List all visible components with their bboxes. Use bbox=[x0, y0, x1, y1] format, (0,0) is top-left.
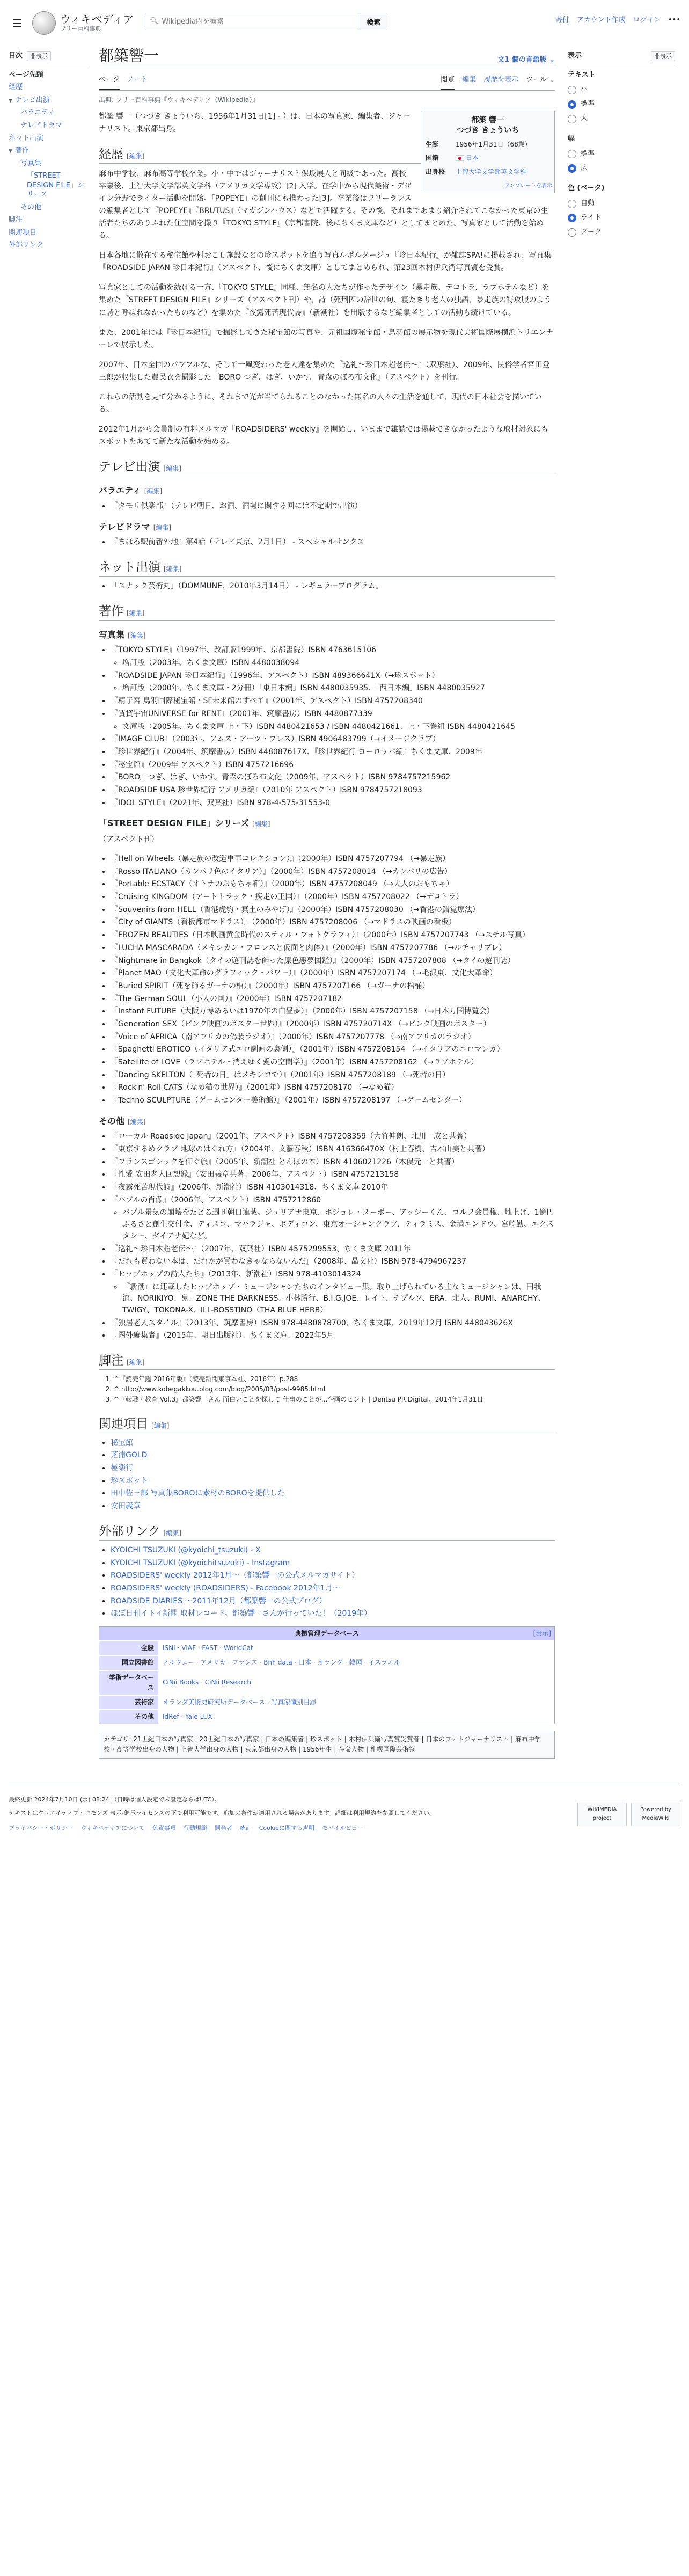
appearance-panel bbox=[568, 46, 675, 1775]
sdf-publisher: （アスペクト刊） bbox=[99, 835, 159, 844]
list-item: • 『独居老人スタイル』（2013年、筑摩書房）ISBN 978-4480878700、ちくま文庫、2019年12月 ISBN 448043626X bbox=[111, 1318, 555, 1330]
toc-link[interactable]: テレビ出演 bbox=[15, 96, 50, 104]
external-link[interactable]: ほぼ日刊イトイ新聞 取材レコード。都築響一さんが行っていた！（2019年） bbox=[111, 1609, 372, 1618]
footnote-item: 3. ^『転職・教育 Vol.3』都築響一さん 面白いことを探して 仕事のことが...企画のヒント | Dentsu PR Digital、2014年1月31日 bbox=[114, 1395, 555, 1405]
navbox-links[interactable]: オランダ美術史研究所データベース · 写真家識別目録 bbox=[158, 1695, 554, 1710]
list-item bbox=[111, 1596, 555, 1608]
toc-link[interactable]: 「STREET DESIGN FILE」シリーズ bbox=[27, 172, 85, 199]
list-item: • 『圏外編集者』（2015年、朝日出版社）、ちくま文庫、2022年5月 bbox=[111, 1330, 555, 1342]
appearance-group-label: テキスト bbox=[568, 70, 596, 79]
list-item: • 『Rock'n' Roll CATS（なめ猫の世界）』（2001年）ISBN 4757208170 （→なめ猫） bbox=[111, 1082, 555, 1094]
list-item bbox=[111, 1450, 555, 1462]
navbox-group-label: その他 bbox=[99, 1710, 158, 1724]
list-item: • 『IDOL STYLE』（2021年、双葉社）ISBN 978-4-575-31553-0 bbox=[111, 798, 555, 809]
list-item: • 『IMAGE CLUB』（2003年、アムズ・アーツ・プレス）ISBN 4906483799（→イメージクラブ） bbox=[111, 734, 555, 746]
list-item: • 『BORO』つぎ、はぎ、いかす。青森のぼろ布文化（2009年、アスペクト）ISBN 9784757215962 bbox=[111, 772, 555, 784]
navbox-group-label: 国立図書館 bbox=[99, 1655, 158, 1670]
site-header bbox=[0, 0, 689, 46]
footer-link[interactable]: Cookieに関する声明 bbox=[259, 1824, 315, 1831]
related-link[interactable]: 田中佐三郎 写真集BOROに素材のBOROを提供した bbox=[111, 1489, 285, 1498]
footer-link[interactable]: ウィキペディアについて bbox=[80, 1824, 145, 1831]
edit-link[interactable]: 編集 bbox=[254, 820, 268, 828]
list-item: • 『性愛 安田老人回想録』（安田義章共著、2006年、アスペクト）ISBN 4757213158 bbox=[111, 1169, 555, 1181]
career-paragraph: また、2001年には『珍日本紀行』で撮影してきた秘宝館の写真や、元祖国際秘宝館・鳥羽館の展示物を現代美術国際展横浜トリエンナーレで展示した。 bbox=[99, 328, 554, 349]
list-item: • 『ROADSIDE JAPAN 珍日本紀行』（1996年、アスペクト）ISBN 489366641X（→珍スポット） ◦ 増訂版（2000年、ちくま文庫・2分冊）「東日本編」ISBN 4480035935、「西日本編」ISBN 4480035927 bbox=[111, 670, 555, 695]
drama-list bbox=[111, 537, 555, 549]
appearance-option[interactable] bbox=[568, 225, 675, 240]
intro-paragraph: 都築 響一（つづき きょういち、1956年1月31日[1] - ）は、日本の写真家、編集者、ジャーナリスト。東京都出身。 bbox=[99, 112, 411, 134]
toc-item bbox=[9, 106, 89, 119]
appearance-group bbox=[568, 134, 675, 176]
list-item: • 『秘宝館』（2009年 アスペクト）ISBN 4757216696 bbox=[111, 760, 555, 771]
edit-link[interactable]: 編集 bbox=[156, 523, 169, 531]
career-paragraph: 日本各地に散在する秘宝館や村おこし施設などの珍スポットを追う写真ルポルタージュ『珍日本紀行』が雑誌SPA!に掲載され、写真集『ROADSIDE JAPAN 珍日本紀行』（アスペクト、後にちくま文庫）としてまとめられ、第23回木村伊兵衛写真賞を受賞。 bbox=[99, 251, 552, 273]
footer-link[interactable]: 開発者 bbox=[214, 1824, 232, 1831]
appearance-option-label: 自動 bbox=[581, 199, 595, 208]
edit-link[interactable]: 編集 bbox=[130, 1118, 143, 1126]
infobox bbox=[421, 111, 555, 193]
footnote-item: 2. ^ http://www.kobegakkou.blog.com/blog/2005/03/post-9985.html bbox=[114, 1384, 555, 1395]
category-links[interactable]: カテゴリ: 21世紀日本の写真家 | 20世紀日本の写真家 | 日本の編集者 | 珍スポット | 木村伊兵衛写真賞受賞者 | 日本のフォトジャーナリスト | 麻布中学校・高等学校出身の人物 | 上智大学出身の人物 | 東京都出身の人物 | 1956年生 | 存命人物 | 札幌国際芸術祭 bbox=[99, 1731, 555, 1758]
tab-edit[interactable]: 編集 bbox=[462, 76, 477, 84]
list-item: • 『FROZEN BEAUTIES（日本映画黄金時代のスティル・フォトグラフィ）』（2000年）ISBN 4757207743 （→スチル写真） bbox=[111, 930, 555, 942]
edit-link[interactable]: 編集 bbox=[130, 631, 143, 639]
search-box[interactable] bbox=[145, 13, 360, 30]
navbox-toggle[interactable]: [表示] bbox=[533, 1629, 551, 1637]
navbox-row bbox=[99, 1710, 554, 1724]
edit-link[interactable]: 編集 bbox=[153, 1421, 167, 1429]
wikipedia-logo[interactable] bbox=[32, 11, 134, 35]
external-link[interactable]: ROADSIDE DIARIES 〜2011年12月（都築響一の公式ブログ） bbox=[111, 1596, 327, 1606]
related-link[interactable]: 極楽行 bbox=[111, 1464, 133, 1473]
list-item bbox=[111, 1545, 555, 1557]
page-footer bbox=[9, 1786, 680, 1849]
tab-tools[interactable]: ツール ⌄ bbox=[526, 76, 555, 84]
sub-list-item: ◦ 増訂版（2003年、ちくま文庫）ISBN 4480038094 bbox=[122, 658, 555, 669]
radio-button[interactable] bbox=[568, 150, 576, 158]
list-item bbox=[111, 1583, 555, 1595]
related-link[interactable]: 安田義章 bbox=[111, 1502, 141, 1511]
sdf-list bbox=[111, 853, 555, 1107]
section-drama: テレビドラマ [編集] bbox=[99, 521, 172, 532]
appearance-group-label: 幅 bbox=[568, 134, 575, 143]
infobox-row: 国籍 日本 bbox=[426, 154, 479, 162]
toc-item bbox=[9, 132, 89, 145]
authority-control-navbox: 典拠管理データベース [表示] 全般 ISNI · VIAF · FAST · WorldCat 国立図書館 ノルウェー · アメリカ · フランス · BnF data · 日本 · オランダ · 韓国 · イスラエル 学術データベース CiNii Books · CiNii Research 芸術家 オランダ美術史研究所データベース · 写真家識別目録 その他 IdRef · Yale LUX bbox=[99, 1626, 555, 1724]
table-of-contents bbox=[9, 46, 89, 1775]
japan-flag-icon bbox=[456, 155, 464, 161]
navbox-group-label: 芸術家 bbox=[99, 1695, 158, 1710]
toc-link[interactable]: その他 bbox=[20, 203, 42, 211]
appearance-option[interactable] bbox=[568, 97, 675, 112]
list-item: • 『Dancing SKELTON（「死者の日」はメキシコで）』（2001年）ISBN 4757208189 （→死者の日） bbox=[111, 1070, 555, 1082]
toc-link[interactable]: 関連項目 bbox=[9, 228, 37, 237]
sub-list-item: ◦ 文庫版（2005年、ちくま文庫 上・下）ISBN 4480421653 / ISBN 4480421661、上・下巻組 ISBN 4480421645 bbox=[122, 721, 555, 733]
toc-item bbox=[9, 94, 89, 107]
toc-item bbox=[9, 144, 89, 157]
list-item: • 『Generation SEX（ピンク映画のポスター世界）』（2000年）ISBN 475720714X （→ピンク映画のポスター） bbox=[111, 1019, 555, 1031]
footnote-item: 1. ^『読売年鑑 2016年版』（読売新聞東京本社、2016年）p.288 bbox=[114, 1374, 555, 1384]
list-item: • 『City of GIANTS（看板都市マドラス）』（2000年）ISBN 4757208006 （→マドラスの映画の看板） bbox=[111, 917, 555, 929]
external-link[interactable]: ROADSIDERS' weekly (ROADSIDERS) - Facebook 2012年1月〜 bbox=[111, 1583, 340, 1593]
appearance-option-label: ダーク bbox=[581, 228, 602, 236]
toc-item bbox=[9, 201, 89, 214]
section-career: 経歴 [編集] bbox=[99, 147, 555, 164]
toc-link[interactable]: 脚注 bbox=[9, 216, 23, 224]
radio-button[interactable] bbox=[568, 86, 576, 94]
net-list bbox=[111, 581, 555, 593]
list-item: • 『Souvenirs from HELL（香港虎豹・冥土のみやげ）』（2000年）ISBN 4757208030 （→香港の錯覚療法） bbox=[111, 904, 555, 916]
search-form bbox=[145, 13, 387, 30]
toc-item bbox=[9, 157, 89, 170]
appearance-option-label: 小 bbox=[581, 85, 588, 94]
career-paragraph: 2007年、日本全国のパワフルな、そして一風変わった老人達を集めた『巡礼〜珍日本超老伝〜』（双葉社）、2009年、民俗学者宮田登三郎が収集した農民衣を撮影した『BORO つぎ、はぎ、いかす。青森のぼろ布文化』（アスペクト）を刊行。 bbox=[99, 360, 550, 382]
search-input[interactable] bbox=[162, 18, 355, 26]
appearance-option[interactable] bbox=[568, 112, 675, 126]
navbox-links[interactable]: CiNii Books · CiNii Research bbox=[158, 1670, 554, 1695]
footer-link[interactable]: 行動規範 bbox=[183, 1824, 207, 1831]
list-item: • 『まほろ駅前番外地』第4話（テレビ東京、2月1日） - スペシャルサンクス bbox=[111, 537, 555, 549]
chevron-down-icon[interactable]: ▼ bbox=[9, 149, 12, 155]
navbox-row bbox=[99, 1695, 554, 1710]
toc-item bbox=[9, 227, 89, 239]
license-text: テキストはクリエイティブ・コモンズ 表示-継承ライセンスの下で利用可能です。追加の条件が適用される場合があります。詳細は利用規約を参照してください。 bbox=[9, 1809, 436, 1817]
toc-link[interactable]: ネット出演 bbox=[9, 134, 44, 142]
list-item: • 『Voice of AFRICA（南アフリカの偽装ラジオ）』（2000年）ISBN 4757207778 （→南アフリカのラジオ） bbox=[111, 1032, 555, 1043]
appearance-title: 表示 bbox=[568, 52, 582, 60]
list-item: • 「スナック芸術丸」（DOMMUNE、2010年3月14日） - レギュラープログラム。 bbox=[111, 581, 555, 593]
edit-link[interactable]: 編集 bbox=[129, 152, 142, 160]
page-tabs bbox=[99, 71, 555, 91]
toc-item bbox=[9, 239, 89, 252]
tab-page[interactable]: ページ bbox=[99, 71, 120, 90]
external-link[interactable]: KYOICHI TSUZUKI (@kyoichi_tsuzuki) - X bbox=[111, 1545, 261, 1555]
career-text bbox=[99, 168, 555, 449]
search-button[interactable]: 検索 bbox=[360, 13, 387, 30]
toc-link[interactable]: ページ先頭 bbox=[9, 70, 43, 79]
list-item: • 『ローカル Roadside Japan』（2001年、アスペクト）ISBN 4757208359（大竹伸朗、北川一成と共著） bbox=[111, 1131, 555, 1143]
more-options-icon[interactable]: ••• bbox=[668, 16, 680, 24]
toc-item bbox=[9, 69, 89, 82]
navbox-group-label: 全般 bbox=[99, 1641, 158, 1655]
list-item: • 『賃貸宇宙UNIVERSE for RENT』（2001年、筑摩書房）ISBN 4480877339 ◦ 文庫版（2005年、ちくま文庫 上・下）ISBN 4480421653 / ISBN 4480421661、上・下巻組 ISBN 4480421645 bbox=[111, 709, 555, 733]
toc-link[interactable]: 外部リンク bbox=[9, 241, 43, 250]
external-link[interactable]: ROADSIDERS' weekly 2012年1月〜（都築響一の公式メルマガサイト） bbox=[111, 1571, 360, 1580]
list-item bbox=[111, 1608, 555, 1620]
toc-link[interactable]: テレビドラマ bbox=[20, 121, 62, 129]
donate-link[interactable]: 寄付 bbox=[555, 16, 569, 24]
career-paragraph: これらの活動を見て分かるように、それまで光が当てられることのなかった無名の人々の生活を通して、現代の日本社会を描いている。 bbox=[99, 393, 542, 414]
list-item: • 『Planet MAO（文化大革命のグラフィック・パワー）』（2000年）ISBN 4757207174 （→毛沢東、文化大革命） bbox=[111, 968, 555, 980]
list-item bbox=[111, 1476, 555, 1487]
sub-list-item: ◦ バブル景気の崩壊をたどる週刊朝日連載。ジュリアナ東京、ボジョレ・ヌーボー、アッシーくん、ゴルフ会員権、地上げ、1億円ふるさと創生交付金、ディスコ、マハラジャ、ボディコン、東京オーシャンクラブ、ティラミス、金満エンドウ、宮崎勤、エクスタシー、ダイアナ妃など。 bbox=[122, 1207, 555, 1242]
chevron-down-icon[interactable]: ▼ bbox=[9, 98, 12, 104]
infobox-name: 都築 響一 つづき きょういち bbox=[456, 116, 519, 135]
footer-link[interactable]: モバイルビュー bbox=[322, 1824, 364, 1831]
edit-link[interactable]: 編集 bbox=[129, 609, 142, 617]
logo-subtitle: フリー百科事典 bbox=[60, 25, 101, 33]
list-item: • 『だれも買わない本は、だれかが買わなきゃならないんだ』（2008年、晶文社）ISBN 978-4794967237 bbox=[111, 1256, 555, 1268]
list-item: • 『ROADSIDE USA 珍世界紀行 アメリカ編』（2010年 アスペクト）ISBN 9784757218093 bbox=[111, 785, 555, 797]
edit-link[interactable]: 編集 bbox=[166, 565, 179, 573]
appearance-group bbox=[568, 70, 675, 126]
section-related: 関連項目 [編集] bbox=[99, 1416, 555, 1433]
list-item: • 『Satellite of LOVE（ラブホテル・消えゆく愛の空間学）』（2001年）ISBN 4757208162 （→ラブホテル） bbox=[111, 1057, 555, 1069]
section-net: ネット出演 [編集] bbox=[99, 559, 555, 577]
toc-link[interactable]: バラエティ bbox=[20, 108, 55, 117]
other-list bbox=[111, 1131, 555, 1342]
footer-link[interactable]: プライバシー・ポリシー bbox=[9, 1824, 74, 1831]
main-content bbox=[99, 46, 555, 1775]
section-notes: 脚注 [編集] bbox=[99, 1353, 555, 1370]
appearance-option-label: 広 bbox=[581, 164, 588, 172]
section-sdf: 「STREET DESIGN FILE」シリーズ [編集] bbox=[99, 818, 270, 829]
list-item bbox=[111, 1488, 555, 1500]
toc-hide-button[interactable]: 非表示 bbox=[27, 51, 51, 62]
list-item: • 『Rosso ITALIANO（カンパリ色のイタリア）』（2000年）ISBN 4757208014 （→カンパリの広告） bbox=[111, 866, 555, 878]
list-item: • 『Nightmare in Bangkok（タイの遊刊誌を飾った原色悪夢図鑑）』（2000年）ISBN 4757207808 （→タイの遊刊誌） bbox=[111, 955, 555, 967]
career-paragraph: 写真家としての活動を続ける一方、『TOKYO STYLE』同様、無名の人たちが作ったデザイン（暴走族、デコトラ、ラブホテルなど）を集めた『STREET DESIGN FILE』シリーズ（アスペクト刊）や、詩（死刑囚の辞世の句、寝たきり老人の独語、暴走族の特攻服のように詩と呼ばれなかったものなど）を集めた『夜露死苦現代詩』（新潮社）を出版するなど編集者としての活動も続けている。 bbox=[99, 283, 552, 317]
list-item: • 『フランスゴシックを仰ぐ旅』（2005年、新潮社 とんぼの本）ISBN 4106021226（木俣元一と共著） bbox=[111, 1157, 555, 1169]
list-item: • 『Spaghetti EROTICO（イタリア式エロ劇画の裏側）』（2001年）ISBN 4757208154 （→イタリアのエロマンガ） bbox=[111, 1044, 555, 1056]
career-paragraph: 麻布中学校、麻布高等学校卒業。小・中ではジャーナリスト保坂展人と同級であった。高校卒業後、上智大学文学部英文学科（アメリカ文学専攻）[2] 入学。在学中から現代美術・デザイン分野でライター活動を開始。「POPEYE」の創刊にも携わった[3]。卒業後はフリーランスの編集者として『POPEYE』『BRUTUS』（マガジンハウス）などで活躍する。その後、それまであまり紹介されてこなかった東京の生活者たちのありふれた住空間を撮り『TOKYO STYLE』（京都書院、後にちくま文庫など）としてまとめた。写真家として活動を始める。 bbox=[99, 169, 548, 240]
navbox-row bbox=[99, 1670, 554, 1695]
list-item: • 『精子宮 鳥羽国際秘宝館・SF未来館のすべて』（2001年、アスペクト）ISBN 4757208340 bbox=[111, 696, 555, 707]
list-item: • 『巡礼〜珍日本超老伝〜』（2007年、双葉社）ISBN 4575299553、ちくま文庫 2011年 bbox=[111, 1244, 555, 1256]
navbox-row bbox=[99, 1655, 554, 1670]
globe-icon bbox=[32, 11, 56, 35]
external-list bbox=[111, 1545, 555, 1620]
appearance-option[interactable] bbox=[568, 147, 675, 162]
sub-list-item: ◦ 『新潮』に連載したヒップホップ・ミュージシャンたちのインタビュー集。取り上げられている主なミュージシャンは、田我流、NORIKIYO、鬼、ZONE THE DARKNESS、小林勝行、B.I.G.JOE、レイト、チプルソ、ERA、北人、RUMI、ANARCHY、TWIGY、TOKONA-X、ILL-BOSSTINO（THA BLUE HERB） bbox=[122, 1282, 555, 1317]
footnote-list bbox=[114, 1374, 555, 1405]
tab-talk[interactable]: ノート bbox=[127, 76, 148, 84]
appearance-group bbox=[568, 183, 675, 239]
section-external: 外部リンク [編集] bbox=[99, 1523, 555, 1541]
appearance-option[interactable] bbox=[568, 196, 675, 211]
related-link[interactable]: 秘宝館 bbox=[111, 1438, 133, 1447]
toc-link[interactable]: 経歴 bbox=[9, 83, 23, 92]
page-title: 都築響一 bbox=[99, 47, 159, 64]
career-paragraph: 2012年1月から会員制の有料メルマガ『ROADSIDERS' weekly』を開始し、いままで雑誌では掲載できなかったような取材対象にもスポットをあてて新たな活動を始める。 bbox=[99, 425, 548, 447]
login-link[interactable]: ログイン bbox=[633, 16, 661, 24]
photobook-list bbox=[111, 645, 555, 809]
list-item: • 『バブルの肖像』（2006年、アスペクト）ISBN 4757212860 ◦ バブル景気の崩壊をたどる週刊朝日連載。ジュリアナ東京、ボジョレ・ヌーボー、アッシーくん、ゴルフ会員権、地上げ、1億円ふるさと創生交付金、ディスコ、マハラジャ、ボディコン、東京オーシャンクラブ、ティラミス、金満エンドウ、宮崎勤、エクスタシー、ダイアナ妃など。 bbox=[111, 1195, 555, 1243]
appearance-option-label: 大 bbox=[581, 114, 588, 123]
edit-link[interactable]: 編集 bbox=[166, 1529, 179, 1537]
list-item: • 『Techno SCULPTURE（ゲームセンター美術館）』（2001年）ISBN 4757208197 （→ゲームセンター） bbox=[111, 1095, 555, 1107]
section-photobooks: 写真集 [編集] bbox=[99, 629, 146, 640]
radio-button[interactable] bbox=[568, 228, 576, 237]
wikimedia-badge[interactable]: WIKIMEDIA project bbox=[577, 1803, 627, 1826]
radio-button[interactable] bbox=[568, 115, 576, 123]
radio-button[interactable] bbox=[568, 164, 576, 173]
navbox-group-label: 学術データベース bbox=[99, 1670, 158, 1695]
tagline: 出典: フリー百科事典『ウィキペディア（Wikipedia）』 bbox=[99, 96, 259, 104]
toc-item bbox=[9, 170, 89, 201]
infobox-row: 出身校 上智大学文学部英文学科 bbox=[426, 167, 527, 176]
list-item: • 『The German SOUL（小人の国）』（2000年）ISBN 4757207182 bbox=[111, 994, 555, 1005]
toc-item bbox=[9, 81, 89, 94]
appearance-option[interactable] bbox=[568, 162, 675, 176]
list-item bbox=[111, 1463, 555, 1475]
tab-history[interactable]: 履歴を表示 bbox=[483, 76, 519, 84]
list-item: • 『Portable ECSTACY（オトナのおもちゃ箱）』（2000年）ISBN 4757208049 （→大人のおもちゃ） bbox=[111, 879, 555, 891]
toc-link[interactable]: 著作 bbox=[15, 147, 30, 155]
mediawiki-badge[interactable]: Powered by MediaWiki bbox=[631, 1803, 680, 1826]
search-icon: 🔍︎ bbox=[150, 17, 159, 25]
list-item: • 『タモリ倶楽部』（テレビ朝日、お酒、酒場に関する回には不定期で出演） bbox=[111, 501, 555, 513]
appearance-option-label: 標準 bbox=[581, 149, 595, 158]
navbox-row bbox=[99, 1641, 554, 1655]
radio-button[interactable] bbox=[568, 100, 576, 109]
edit-link[interactable]: 編集 bbox=[166, 465, 179, 473]
section-works: 著作 [編集] bbox=[99, 603, 555, 621]
navbox-links[interactable]: ISNI · VIAF · FAST · WorldCat bbox=[158, 1641, 554, 1655]
logo-title: ウィキペディア bbox=[60, 13, 134, 26]
external-link[interactable]: KYOICHI TSUZUKI (@kyoichitsuzuki) - Instagram bbox=[111, 1558, 290, 1567]
radio-button[interactable] bbox=[568, 214, 576, 222]
navbox-links[interactable]: ノルウェー · アメリカ · フランス · BnF data · 日本 · オランダ · 韓国 · イスラエル bbox=[158, 1655, 554, 1670]
language-button[interactable]: 文1 個の言語版 ⌄ bbox=[497, 55, 555, 64]
last-modified: 最終更新 2024年7月10日 (水) 08:24 （日時は個人設定で未設定ならばUTC）。 bbox=[9, 1796, 221, 1803]
list-item bbox=[111, 1437, 555, 1449]
toc-item bbox=[9, 119, 89, 132]
list-item bbox=[111, 1501, 555, 1513]
list-item: • 『TOKYO STYLE』（1997年、改訂版1999年、京都書院）ISBN 4763615106 ◦ 増訂版（2003年、ちくま文庫）ISBN 4480038094 bbox=[111, 645, 555, 669]
list-item bbox=[111, 1570, 555, 1582]
toc-link[interactable]: 写真集 bbox=[20, 159, 42, 167]
list-item: • 『Instant FUTURE（大阪万博あるいは1970年の白昼夢）』（2000年）ISBN 4757207158 （→日本万国博覧会） bbox=[111, 1006, 555, 1018]
variety-list bbox=[111, 501, 555, 513]
appearance-option[interactable] bbox=[568, 83, 675, 98]
list-item bbox=[111, 1558, 555, 1570]
list-item: • 『Buried SPIRIT（死を飾るガーナの棺）』（2000年）ISBN 4757207166 （→ガーナの棺桶） bbox=[111, 981, 555, 993]
edit-link[interactable]: 編集 bbox=[129, 1359, 142, 1367]
section-tv: テレビ出演 [編集] bbox=[99, 459, 555, 476]
related-link[interactable]: 珍スポット bbox=[111, 1476, 148, 1485]
appearance-option[interactable] bbox=[568, 211, 675, 225]
list-item: • 『Hell on Wheels（暴走族の改造単車コレクション）』（2000年）ISBN 4757207794 （→暴走族） bbox=[111, 853, 555, 865]
toc-list bbox=[9, 69, 89, 252]
toc-title: 目次 bbox=[9, 52, 23, 60]
main-menu-button[interactable] bbox=[9, 14, 26, 32]
list-item: • 『東京するめクラブ 地球のはぐれ方』（2004年、文藝春秋）ISBN 416366470X（村上春樹、吉本由美と共著） bbox=[111, 1144, 555, 1156]
list-item: • 『LUCHA MASCARADA（メキシカン・プロレスと仮面と肉体）』（2000年）ISBN 4757207786 （→ルチャリブレ） bbox=[111, 943, 555, 954]
list-item: • 『珍世界紀行』（2004年、筑摩書房）ISBN 448087617X、『珍世界紀行 ヨーロッパ編』ちくま文庫、2009年 bbox=[111, 747, 555, 758]
edit-link[interactable]: 編集 bbox=[146, 487, 160, 495]
infobox-row: 生誕 1956年1月31日（68歳） bbox=[426, 141, 531, 149]
appearance-hide-button[interactable]: 非表示 bbox=[651, 51, 675, 62]
navbox-links[interactable]: IdRef · Yale LUX bbox=[158, 1710, 554, 1724]
user-links bbox=[555, 15, 680, 26]
toc-item bbox=[9, 214, 89, 227]
tab-read[interactable]: 閲覧 bbox=[441, 71, 455, 90]
list-item: • 『Cruising KINGDOM（アートトラック・疾走の王国）』（2000年）ISBN 4757208022 （→デコトラ） bbox=[111, 892, 555, 903]
footer-link[interactable]: 統計 bbox=[239, 1824, 252, 1831]
appearance-option-label: 標準 bbox=[581, 100, 595, 108]
sub-list-item: ◦ 増訂版（2000年、ちくま文庫・2分冊）「東日本編」ISBN 4480035935、「西日本編」ISBN 4480035927 bbox=[122, 683, 555, 695]
create-account-link[interactable]: アカウント作成 bbox=[576, 16, 626, 24]
appearance-option-label: ライト bbox=[581, 213, 602, 222]
template-link[interactable]: テンプレートを表示 bbox=[504, 183, 552, 189]
list-item: • 『ヒップホップの詩人たち』（2013年、新潮社）ISBN 978-4103014324 ◦ 『新潮』に連載したヒップホップ・ミュージシャンたちのインタビュー集。取り上げられている主なミュージシャンは、田我流、NORIKIYO、鬼、ZONE THE DARKNESS、小林勝行、B.I.G.JOE、レイト、チプルソ、ERA、北人、RUMI、ANARCHY、TWIGY、TOKONA-X、ILL-BOSSTINO（THA BLUE HERB） bbox=[111, 1269, 555, 1317]
appearance-group-label: 色 (ベータ) bbox=[568, 184, 605, 193]
radio-button[interactable] bbox=[568, 200, 576, 208]
section-variety: バラエティ [編集] bbox=[99, 485, 163, 496]
section-other: その他 [編集] bbox=[99, 1115, 146, 1126]
related-list bbox=[111, 1437, 555, 1513]
list-item: • 『夜露死苦現代詩』（2006年、新潮社）ISBN 4103014318、ちくま文庫 2010年 bbox=[111, 1182, 555, 1194]
related-link[interactable]: 芝浦GOLD bbox=[111, 1451, 148, 1460]
footer-link[interactable]: 免責事項 bbox=[152, 1824, 176, 1831]
